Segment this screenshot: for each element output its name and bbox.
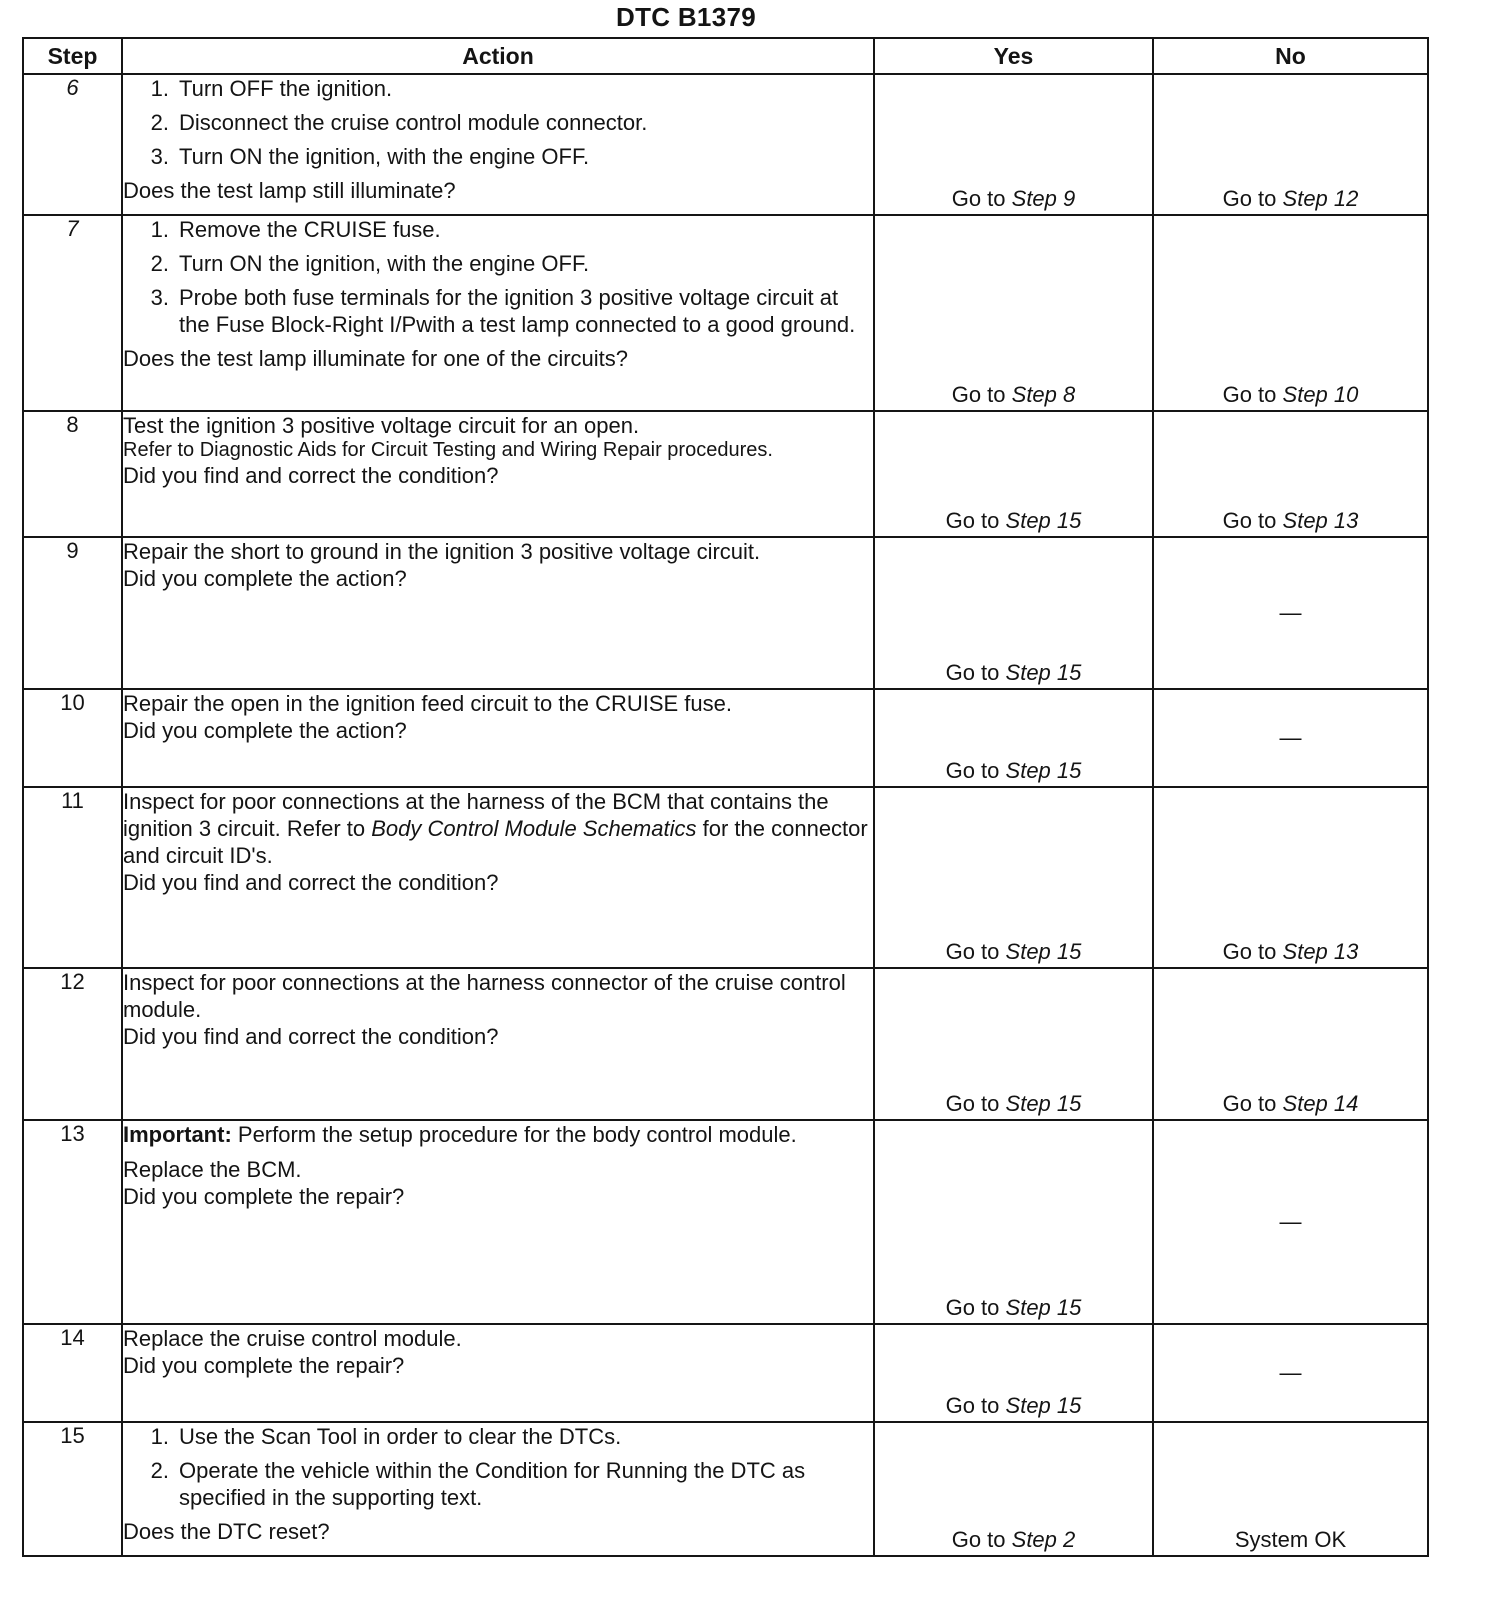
- yes-step-ref: 15: [1056, 508, 1082, 533]
- step-number: 13: [23, 1120, 122, 1324]
- step-number: 10: [23, 689, 122, 787]
- no-cell: [1153, 1422, 1428, 1556]
- list-item: 2. Turn ON the ignition, with the engine OFF.: [150, 251, 590, 276]
- action-cell: [122, 1120, 874, 1324]
- system-ok-text: System OK: [1234, 1527, 1347, 1552]
- no-step-ref: 13: [1333, 939, 1359, 964]
- no-step-ref: 13: [1333, 508, 1359, 533]
- action-question: Did you complete the action?: [123, 566, 407, 591]
- no-dash: —: [1279, 600, 1302, 625]
- action-text: Repair the open in the ignition feed circuit to the CRUISE fuse.: [123, 691, 733, 716]
- list-item: 3. Turn ON the ignition, with the engine OFF.: [150, 144, 590, 169]
- diagnostic-table: [22, 37, 1429, 1557]
- table-header-row: [23, 38, 1428, 74]
- no-cell: [1153, 1120, 1428, 1324]
- action-cell: [122, 537, 874, 689]
- list-item: 2. Operate the vehicle within the Condition for Running the DTC as specified in the supporting text.: [150, 1458, 806, 1510]
- header-no: No: [1153, 38, 1428, 74]
- document-title: DTC B1379: [616, 2, 756, 32]
- yes-cell: Go to Step 15: [874, 689, 1153, 787]
- table-row: [23, 537, 1428, 689]
- action-question: Does the test lamp illuminate for one of the circuits?: [123, 346, 629, 371]
- yes-step-ref: 15: [1056, 758, 1082, 783]
- action-cell: [122, 1324, 874, 1422]
- yes-cell: Go to Step 15: [874, 968, 1153, 1120]
- yes-step-ref: 15: [1056, 660, 1082, 685]
- action-cell: [122, 689, 874, 787]
- no-step-ref: 12: [1333, 186, 1359, 211]
- table-row: [23, 968, 1428, 1120]
- table-row: [23, 411, 1428, 537]
- step-number: 6: [23, 74, 122, 215]
- yes-cell: Go to Step 15: [874, 411, 1153, 537]
- yes-cell: Go to Step 15: [874, 787, 1153, 968]
- header-step: Step: [23, 38, 122, 74]
- action-cell: [122, 411, 874, 537]
- important-note: Important: Perform the setup procedure for the body control module.: [123, 1122, 797, 1147]
- step-number: 12: [23, 968, 122, 1120]
- action-question: Did you find and correct the condition?: [123, 870, 499, 895]
- yes-step-ref: 8: [1063, 382, 1076, 407]
- header-action: Action: [122, 38, 874, 74]
- no-cell: Go to Step 13: [1153, 787, 1428, 968]
- header-yes: Yes: [874, 38, 1153, 74]
- no-dash: —: [1279, 1209, 1302, 1234]
- yes-step-ref: 2: [1063, 1527, 1076, 1552]
- no-cell: Go to Step 10: [1153, 215, 1428, 411]
- step-number: 14: [23, 1324, 122, 1422]
- table-row: [23, 689, 1428, 787]
- yes-step-ref: 15: [1056, 1393, 1082, 1418]
- no-cell: Go to Step 12: [1153, 74, 1428, 215]
- action-text: Test the ignition 3 positive voltage circuit for an open.: [123, 413, 640, 438]
- step-number: 7: [23, 215, 122, 411]
- action-cell: [122, 1422, 874, 1556]
- action-question: Did you find and correct the condition?: [123, 463, 499, 488]
- action-cell: [122, 215, 874, 411]
- schematics-reference: Body Control Module Schematics: [371, 816, 697, 841]
- action-question: Did you complete the action?: [123, 718, 407, 743]
- action-text: Replace the cruise control module.: [123, 1326, 462, 1351]
- yes-step-ref: 9: [1063, 186, 1076, 211]
- action-text: Inspect for poor connections at the harness of the BCM that contains the ignition 3 circuit. Refer to Body Control Module Schematics for the connector and circuit ID's.: [123, 789, 868, 868]
- yes-cell: Go to Step 15: [874, 1120, 1153, 1324]
- action-cell: [122, 787, 874, 968]
- yes-cell: Go to Step 9: [874, 74, 1153, 215]
- yes-cell: Go to Step 2: [874, 1422, 1153, 1556]
- yes-step-ref: 15: [1056, 1295, 1082, 1320]
- list-item: 1. Use the Scan Tool in order to clear the DTCs.: [150, 1424, 622, 1449]
- no-cell: [1153, 689, 1428, 787]
- step-number: 8: [23, 411, 122, 537]
- step-number: 15: [23, 1422, 122, 1556]
- step-number: 9: [23, 537, 122, 689]
- no-cell: [1153, 537, 1428, 689]
- action-question: Did you complete the repair?: [123, 1184, 405, 1209]
- action-cell: [122, 968, 874, 1120]
- no-dash: —: [1279, 725, 1302, 750]
- list-item: 3. Probe both fuse terminals for the ignition 3 positive voltage circuit at the Fuse Block-Right I/Pwith a test lamp connected to a good ground.: [150, 285, 856, 337]
- yes-cell: Go to Step 15: [874, 1324, 1153, 1422]
- table-row: [23, 1422, 1428, 1556]
- table-row: [23, 215, 1428, 411]
- yes-step-ref: 15: [1056, 1091, 1082, 1116]
- step-number: 11: [23, 787, 122, 968]
- action-text: Repair the short to ground in the ignition 3 positive voltage circuit.: [123, 539, 761, 564]
- action-question: Does the DTC reset?: [123, 1519, 330, 1544]
- action-text: Inspect for poor connections at the harness connector of the cruise control module.: [123, 970, 846, 1022]
- action-question: Did you find and correct the condition?: [123, 1024, 499, 1049]
- table-row: [23, 74, 1428, 215]
- action-note: Refer to Diagnostic Aids for Circuit Testing and Wiring Repair procedures.: [123, 439, 773, 461]
- action-text: Replace the BCM.: [123, 1157, 302, 1182]
- list-item: 1. Remove the CRUISE fuse.: [150, 217, 441, 242]
- yes-cell: Go to Step 8: [874, 215, 1153, 411]
- no-cell: [1153, 1324, 1428, 1422]
- no-dash: —: [1279, 1360, 1302, 1385]
- list-item: 2. Disconnect the cruise control module connector.: [150, 110, 648, 135]
- table-row: [23, 787, 1428, 968]
- action-question: Does the test lamp still illuminate?: [123, 178, 456, 203]
- no-cell: Go to Step 13: [1153, 411, 1428, 537]
- yes-step-ref: 15: [1056, 939, 1082, 964]
- table-row: [23, 1324, 1428, 1422]
- no-step-ref: 14: [1333, 1091, 1359, 1116]
- table-row: [23, 1120, 1428, 1324]
- no-cell: Go to Step 14: [1153, 968, 1428, 1120]
- list-item: 1. Turn OFF the ignition.: [150, 76, 393, 101]
- action-question: Did you complete the repair?: [123, 1353, 405, 1378]
- no-step-ref: 10: [1333, 382, 1359, 407]
- important-label: Important:: [123, 1122, 232, 1147]
- yes-cell: Go to Step 15: [874, 537, 1153, 689]
- action-cell: [122, 74, 874, 215]
